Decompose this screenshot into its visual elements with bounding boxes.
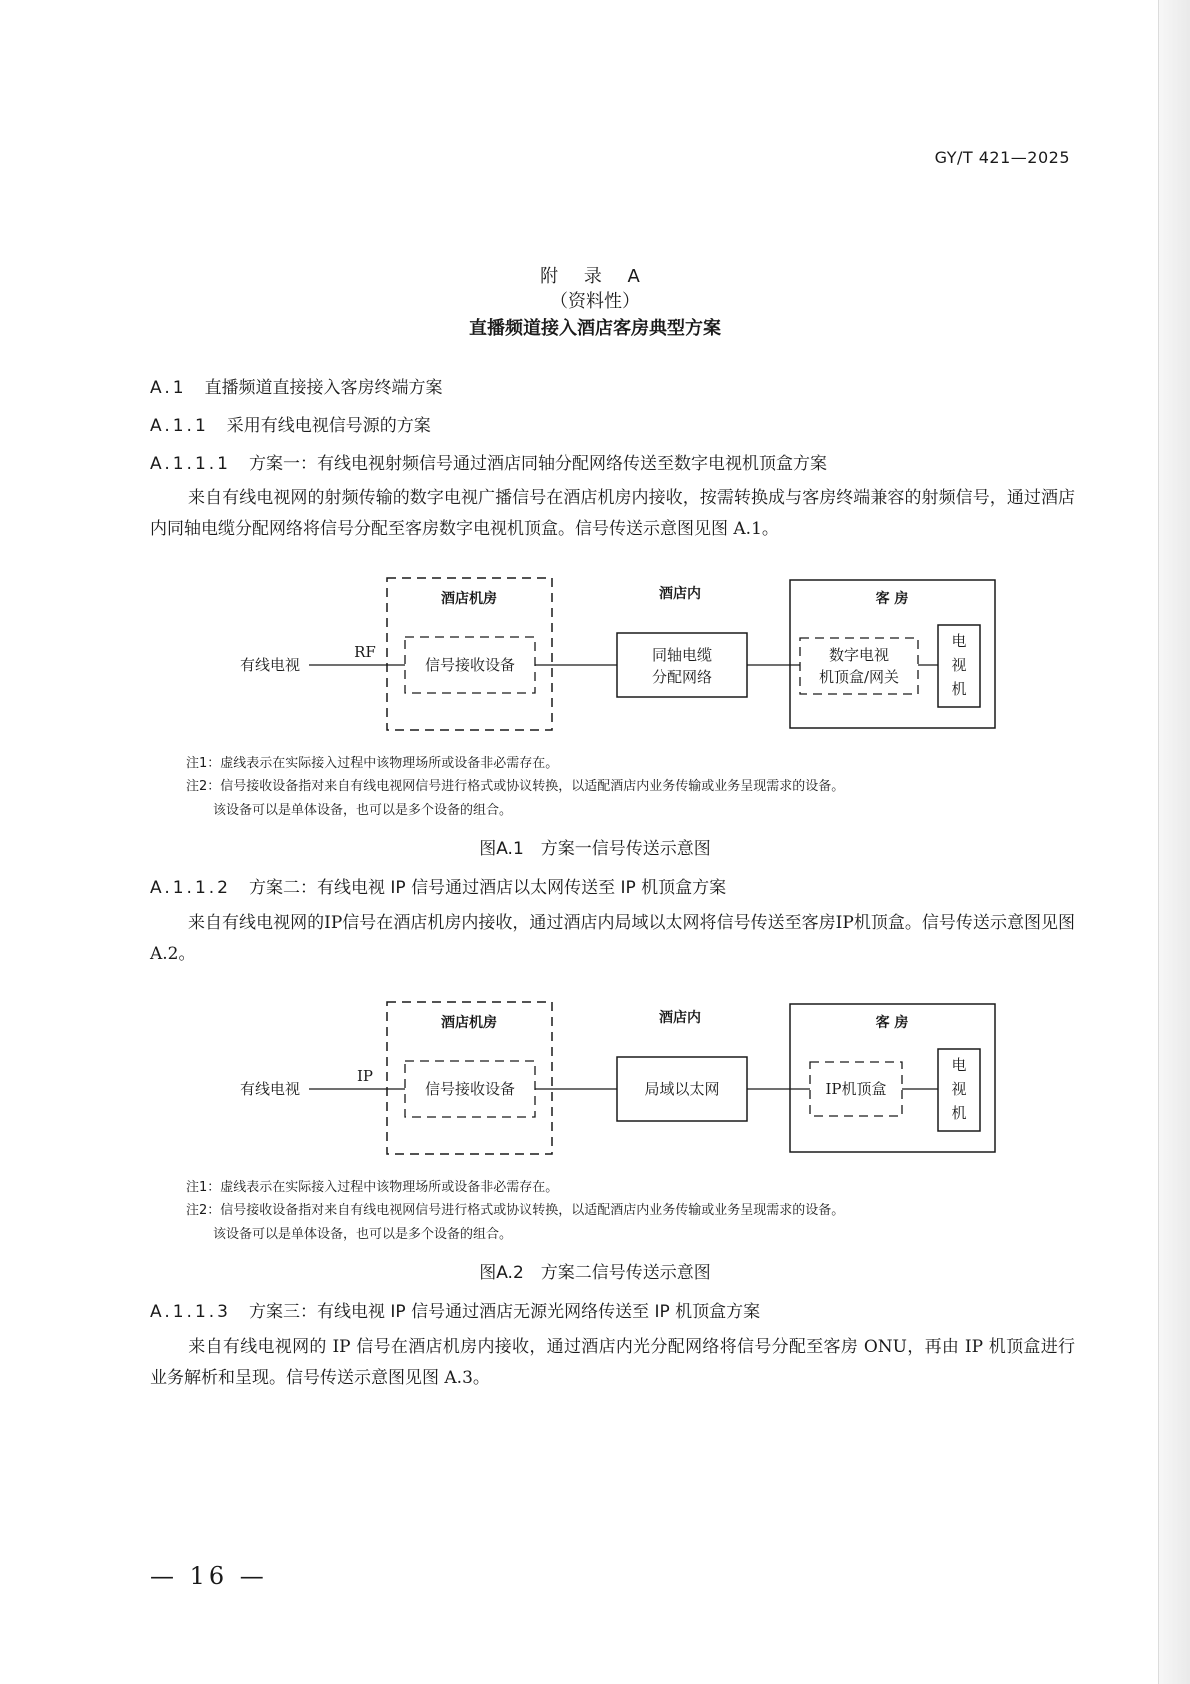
section-number: A.1	[150, 378, 187, 398]
paragraph-text: 来自有线电视网的射频传输的数字电视广播信号在酒店机房内接收，按需转换成与客房终端兼容的射频信号，通过酒店内同轴电缆分配网络将信号分配至客房数字电视机顶盒。信号传送示意图见图 A.1。	[150, 488, 1075, 539]
tv-label-3: 机	[951, 1104, 967, 1122]
coax-network-box	[617, 633, 747, 697]
stb-label-2: 机顶盒/网关	[818, 668, 900, 686]
note-tag: 注1：	[186, 1180, 221, 1195]
signal-type-label: IP	[356, 1067, 374, 1085]
figure-a1-caption: 图A.1 方案一信号传送示意图	[479, 839, 711, 859]
document-code: GY/T 421—2025	[934, 148, 1070, 167]
hotel-inside-label: 酒店内	[659, 586, 701, 602]
section-title: 采用有线电视信号源的方案	[226, 416, 431, 436]
note-text: 虚线表示在实际接入过程中该物理场所或设备非必需存在。	[220, 756, 559, 771]
tv-label-2: 视	[951, 1080, 967, 1098]
tv-label-1: 电	[951, 1056, 967, 1074]
figure-a1-diagram	[0, 570, 1190, 750]
heading-a11	[150, 411, 431, 436]
note-text: 虚线表示在实际接入过程中该物理场所或设备非必需存在。	[220, 1180, 559, 1195]
figure-a2-caption: 图A.2 方案二信号传送示意图	[479, 1263, 711, 1283]
section-number: A.1.1	[150, 416, 209, 436]
stb-label-1: 数字电视	[828, 646, 890, 664]
appendix-nature: （资料性）	[550, 291, 640, 312]
section-number: A.1.1.2	[150, 878, 231, 898]
figure-a1-note-2-cont: 该设备可以是单体设备，也可以是多个设备的组合。	[213, 803, 513, 818]
section-title: 方案一：有线电视射频信号通过酒店同轴分配网络传送至数字电视机顶盒方案	[249, 454, 827, 474]
guest-room-label: 客 房	[875, 1015, 909, 1031]
section-title: 直播频道直接接入客房终端方案	[204, 378, 443, 398]
source-label: 有线电视	[239, 1080, 301, 1098]
lan-label: 局域以太网	[644, 1080, 720, 1098]
paragraph-scheme2	[150, 908, 1075, 970]
figure-a2-note-2	[186, 1199, 844, 1218]
figure-a1-note-1	[186, 752, 558, 771]
hotel-inside-label: 酒店内	[659, 1010, 701, 1026]
page-number: — 16 —	[150, 1562, 268, 1590]
heading-a113	[150, 1297, 760, 1322]
tv-label-2: 视	[951, 656, 967, 674]
receiver-label: 信号接收设备	[424, 656, 516, 674]
appendix-title: 直播频道接入酒店客房典型方案	[469, 318, 721, 339]
figure-a2-note-2-cont: 该设备可以是单体设备，也可以是多个设备的组合。	[213, 1227, 513, 1242]
stb-label: IP机顶盒	[825, 1080, 887, 1098]
heading-a111	[150, 449, 827, 474]
machine-room-label: 酒店机房	[441, 1015, 497, 1031]
coax-network-label-1: 同轴电缆	[651, 646, 713, 664]
figure-a2-diagram	[0, 994, 1190, 1174]
paragraph-scheme1	[150, 483, 1075, 545]
figure-a1-note-2	[186, 775, 844, 794]
note-tag: 注2：	[186, 1203, 221, 1218]
section-number: A.1.1.3	[150, 1302, 231, 1322]
heading-a1	[150, 373, 443, 398]
section-title: 方案三：有线电视 IP 信号通过酒店无源光网络传送至 IP 机顶盒方案	[249, 1302, 761, 1322]
guest-room-label: 客 房	[875, 591, 909, 607]
figure-a2-note-1	[186, 1176, 558, 1195]
machine-room-label: 酒店机房	[441, 591, 497, 607]
tv-label-3: 机	[951, 680, 967, 698]
appendix-label: 附 录 A	[540, 266, 650, 287]
note-tag: 注2：	[186, 779, 221, 794]
signal-type-label: RF	[354, 643, 376, 661]
section-title: 方案二：有线电视 IP 信号通过酒店以太网传送至 IP 机顶盒方案	[249, 878, 727, 898]
paragraph-text: 来自有线电视网的IP信号在酒店机房内接收，通过酒店内局域以太网将信号传送至客房IP机顶盒。信号传送示意图见图 A.2。	[150, 913, 1075, 964]
tv-label-1: 电	[951, 632, 967, 650]
receiver-label: 信号接收设备	[424, 1080, 516, 1098]
heading-a112	[150, 873, 726, 898]
note-tag: 注1：	[186, 756, 221, 771]
note-text: 信号接收设备指对来自有线电视网信号进行格式或协议转换，以适配酒店内业务传输或业务呈现需求的设备。	[220, 1203, 845, 1218]
coax-network-label-2: 分配网络	[651, 668, 713, 686]
paragraph-scheme3	[150, 1332, 1075, 1394]
source-label: 有线电视	[239, 656, 301, 674]
section-number: A.1.1.1	[150, 454, 231, 474]
note-text: 信号接收设备指对来自有线电视网信号进行格式或协议转换，以适配酒店内业务传输或业务呈现需求的设备。	[220, 779, 845, 794]
paragraph-text: 来自有线电视网的 IP 信号在酒店机房内接收，通过酒店内光分配网络将信号分配至客房 ONU，再由 IP 机顶盒进行业务解析和呈现。信号传送示意图见图 A.3。	[150, 1337, 1075, 1388]
